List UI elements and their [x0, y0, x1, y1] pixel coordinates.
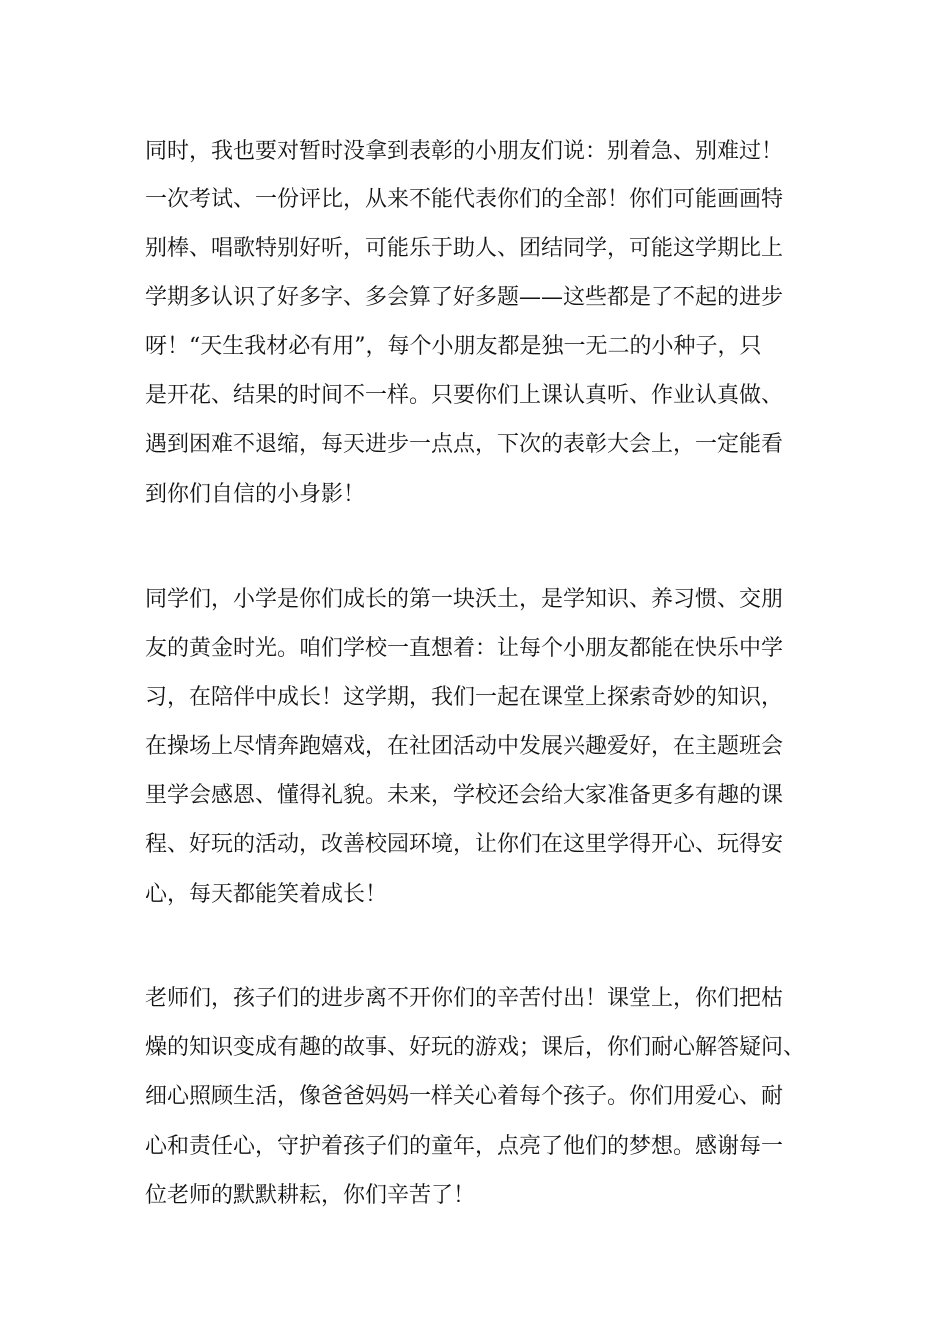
paragraph-2-line-3: 习，在陪伴中成长！这学期，我们一起在课堂上探索奇妙的知识， — [145, 685, 784, 710]
paragraph-2-line-4: 在操场上尽情奔跑嬉戏，在社团活动中发展兴趣爱好，在主题班会 — [145, 734, 784, 759]
paragraph-1-line-2: 一次考试、一份评比，从来不能代表你们的全部！你们可能画画特 — [145, 187, 784, 212]
paragraph-2-line-5: 里学会感恩、懂得礼貌。未来，学校还会给大家准备更多有趣的课 — [145, 783, 784, 808]
paragraph-1-line-7: 遇到困难不退缩，每天进步一点点，下次的表彰大会上，一定能看 — [145, 432, 784, 457]
paragraph-1-line-8: 到你们自信的小身影！ — [145, 482, 366, 507]
paragraph-3-line-1: 老师们，孩子们的进步离不开你们的辛苦付出！课堂上，你们把枯 — [145, 986, 784, 1011]
paragraph-1-line-1: 同时，我也要对暂时没拿到表彰的小朋友们说：别着急、别难过！ — [145, 139, 784, 164]
paragraph-1-line-3: 别棒、唱歌特别好听，可能乐于助人、团结同学，可能这学期比上 — [145, 236, 784, 261]
paragraph-3-line-2: 燥的知识变成有趣的故事、好玩的游戏；课后，你们耐心解答疑问、 — [145, 1035, 806, 1060]
paragraph-1-line-4: 学期多认识了好多字、多会算了好多题——这些都是了不起的进步 — [145, 285, 784, 310]
paragraph-3-line-5: 位老师的默默耕耘，你们辛苦了！ — [145, 1183, 476, 1208]
paragraph-3-line-4: 心和责任心，守护着孩子们的童年，点亮了他们的梦想。感谢每一 — [145, 1134, 784, 1159]
paragraph-3-line-3: 细心照顾生活，像爸爸妈妈一样关心着每个孩子。你们用爱心、耐 — [145, 1084, 784, 1109]
paragraph-2-line-1: 同学们，小学是你们成长的第一块沃土，是学知识、养习惯、交朋 — [145, 587, 784, 612]
paragraph-1-line-6: 是开花、结果的时间不一样。只要你们上课认真听、作业认真做、 — [145, 383, 784, 408]
paragraph-2-line-7: 心，每天都能笑着成长！ — [145, 882, 388, 907]
paragraph-2-line-6: 程、好玩的活动，改善校园环境，让你们在这里学得开心、玩得安 — [145, 832, 784, 857]
paragraph-2-line-2: 友的黄金时光。咱们学校一直想着：让每个小朋友都能在快乐中学 — [145, 636, 784, 661]
paragraph-1-line-5: 呀！“天生我材必有用”，每个小朋友都是独一无二的小种子，只 — [145, 334, 762, 359]
